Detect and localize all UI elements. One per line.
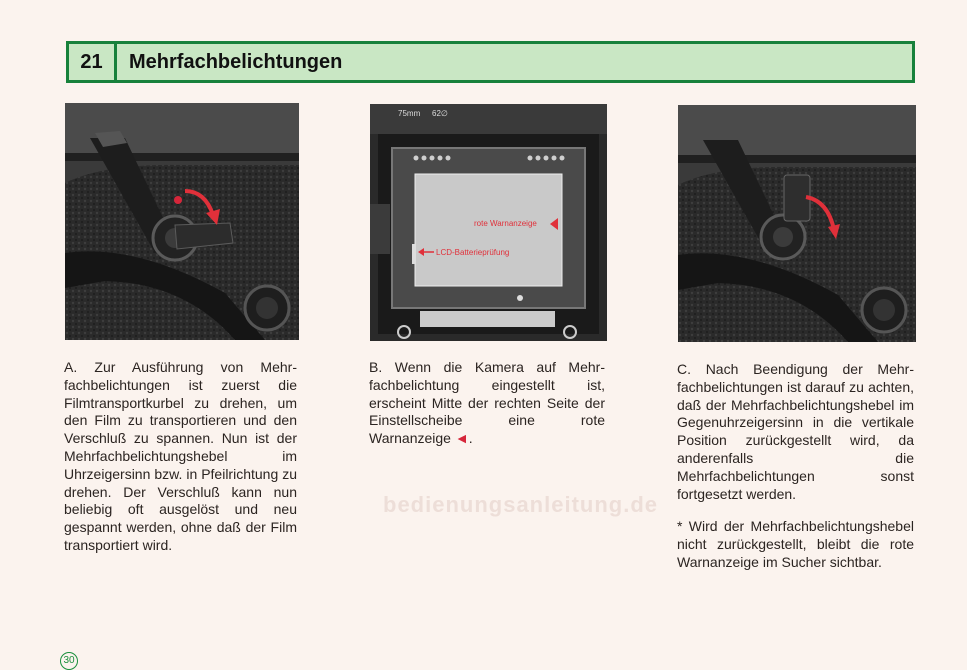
column-b-end: .	[468, 430, 473, 447]
page-number: 30	[60, 652, 78, 670]
column-a-paragraph: A. Zur Ausführung von Mehrfachbelichtungen ist zuerst die Filmtransportkurbel zu drehen, um den Film zu transportieren und den Verschluß zu spannen. Nun ist der Mehrfachbelichtungshebel im Uhrzeigersinn bzw. in Pfeilrichtung zu drehen. Der Verschluß kann nun beliebig oft ausgelöst und neu gespannt werden, ohne daß der Film transportiert wird.	[64, 359, 297, 553]
column-c-paragraph: C. Nach Beendigung der Mehrfachbelichtungen ist darauf zu achten, daß der Mehrfachbelichtungshebel im Gegenuhrzeigersinn in die vertikale Position zurückgestellt wird, da anderenfalls die Mehrfachbelichtungen sonst fortgesetzt werden.	[677, 361, 914, 502]
photo-a	[65, 103, 299, 340]
column-c-note-text: * Wird der Mehrfachbelichtungshebel nicht zurückgestellt, bleibt die rote Warnanzeige im Sucher sichtbar.	[677, 518, 914, 570]
lcd-label: LCD-Batterieprüfung	[436, 248, 510, 257]
section-title: Mehrfachbelichtungen	[129, 51, 343, 73]
lens-code: 62∅	[432, 109, 448, 118]
column-c-note	[677, 518, 914, 571]
warn-label: rote Warnanzeige	[474, 219, 537, 228]
column-a-text	[64, 359, 297, 555]
column-c-text	[677, 361, 914, 503]
column-b-text	[369, 359, 605, 448]
photo-b	[370, 104, 607, 341]
watermark: bedienungsanleitung.de	[383, 492, 659, 517]
section-header	[66, 41, 915, 83]
lens-label: 75mm	[398, 109, 421, 118]
red-warning-marker: ◄	[454, 430, 469, 447]
column-b-body: B. Wenn die Kamera auf Mehrfachbelichtung eingestellt ist, erscheint Mitte der rechten Seite der Einstellscheibe eine rote Warnanzeige	[369, 359, 605, 447]
photo-c	[678, 105, 916, 342]
section-number: 21	[69, 44, 117, 80]
column-b-paragraph	[369, 359, 605, 448]
